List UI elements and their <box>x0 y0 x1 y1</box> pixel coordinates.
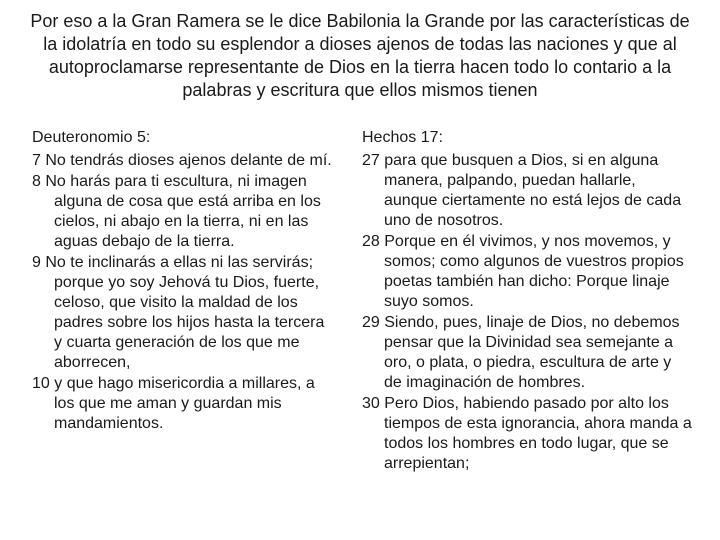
hechos-heading: Hechos 17: <box>362 129 443 146</box>
verse-deut-7: 7 No tendrás dioses ajenos delante de mí. <box>32 152 332 169</box>
deuteronomio-column <box>32 128 332 434</box>
hechos-column <box>362 128 692 474</box>
slide-title: Por eso a la Gran Ramera se le dice Babilonia la Grande por las características de la idolatría en todo su esplendor a dioses ajenos de todas las naciones y que al autoproclamarse representante de Dios en la tierra hacen todo lo contario a la palabras y escritura que ellos mismos tienen <box>30 11 690 100</box>
verse-deut-9: 9 No te inclinarás a ellas ni las servirás; porque yo soy Jehová tu Dios, fuerte, celoso, que visito la maldad de los padres sobre los hijos hasta la tercera y cuarta generación de los que me aborrecen, <box>32 254 325 371</box>
verse-hechos-29: 29 Siendo, pues, linaje de Dios, no debemos pensar que la Divinidad sea semejante a oro, o plata, o piedra, escultura de arte y de imaginación de hombres. <box>362 314 680 391</box>
verse-hechos-27: 27 para que busquen a Dios, si en alguna manera, palpando, puedan hallarle, aunque ciertamente no está lejos de cada uno de nosotros. <box>362 152 682 229</box>
verse-hechos-30: 30 Pero Dios, habiendo pasado por alto los tiempos de esta ignorancia, ahora manda a todos los hombres en todo lugar, que se arrepientan; <box>362 395 692 472</box>
deuteronomio-heading: Deuteronomio 5: <box>32 129 151 146</box>
verse-deut-8: 8 No harás para ti escultura, ni imagen alguna de cosa que está arriba en los cielos, ni abajo en la tierra, ni en las aguas debajo de la tierra. <box>32 173 321 250</box>
verse-hechos-28: 28 Porque en él vivimos, y nos movemos, y somos; como algunos de vuestros propios poetas también han dicho: Porque linaje suyo somos. <box>362 233 684 310</box>
verse-deut-10: 10 y que hago misericordia a millares, a los que me aman y guardan mis mandamientos. <box>32 375 315 432</box>
